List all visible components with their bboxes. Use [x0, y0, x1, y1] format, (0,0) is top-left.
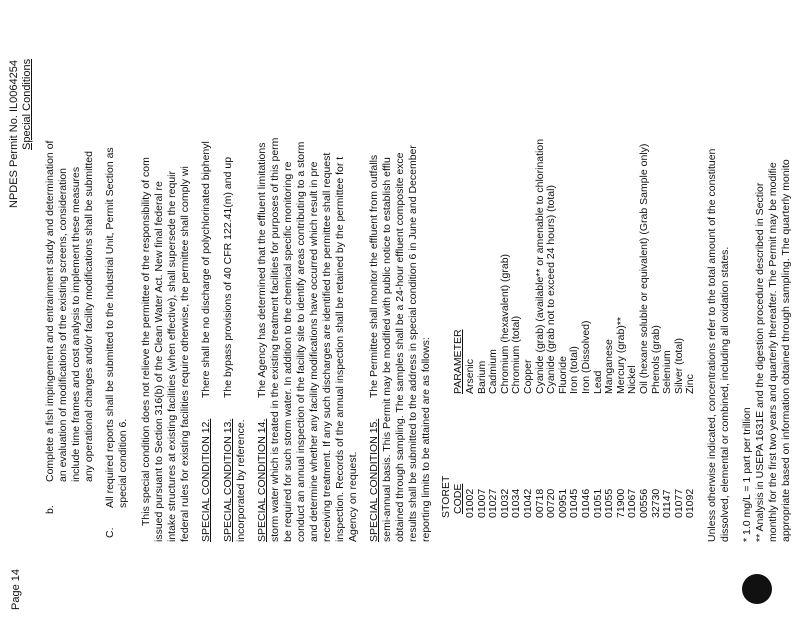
parameter-name: Nickel	[626, 365, 639, 394]
sc15-line: obtained through sampling. The samples shall be a 24-hour effluent composite exce	[394, 152, 406, 542]
item-c-marker: C.	[104, 527, 116, 538]
storet-code: 01034	[510, 488, 523, 518]
storet-code: 00720	[545, 488, 558, 518]
storet-code: 01147	[661, 489, 674, 518]
table-header-parameter: PARAMETER	[452, 329, 464, 394]
table-row	[523, 18, 535, 518]
parameter-table	[465, 18, 697, 518]
storet-code: 01051	[591, 488, 604, 518]
storet-code: 01032	[498, 488, 511, 518]
item-b-line: an evaluation of modifications of the existing screens, consideration	[57, 167, 69, 482]
sc14-line: receiving treatment. If any such discharges are identified the permittee shall request	[321, 152, 333, 542]
paragraph-line: issued pursuant to Section 316(b) of the Clean Water Act. New final federal re	[153, 181, 165, 542]
storet-code: 71900	[614, 488, 627, 518]
storet-code: 01055	[603, 488, 616, 518]
sc15-line: reporting limits to be attained are as follows:	[420, 337, 432, 542]
table-row	[651, 18, 663, 518]
parameter-name: Lead	[591, 370, 604, 394]
storet-code: 00718	[533, 488, 546, 518]
sc14-line: inspection. Records of the annual inspection shall be retained by the permittee for t	[334, 156, 346, 542]
table-row	[465, 18, 477, 518]
note-line: * 1.0 mg/L = 1 part per trillion	[741, 407, 753, 542]
special-condition-13-title: SPECIAL CONDITION 13.	[222, 418, 234, 542]
item-c-line: All required reports shall be submitted to the Industrial Unit, Permit Section as	[104, 147, 116, 508]
note-line: dissolved, elemental or combined, including all oxidation states.	[719, 246, 731, 542]
storet-code: 01002	[464, 488, 476, 518]
paragraph-line: This special condition does not relieve the permittee of the responsibility of com	[140, 157, 152, 526]
table-row	[558, 18, 570, 518]
note-line: ** Analysis in USEPA 1631E and the digestion procedure described in Sectior	[754, 182, 766, 542]
parameter-name: Chromium (hexavalent) (grab)	[498, 253, 511, 394]
storet-code: 00556	[637, 488, 650, 518]
special-condition-12-title: SPECIAL CONDITION 12.	[200, 418, 212, 542]
table-row	[581, 18, 593, 518]
special-condition-14-title: SPECIAL CONDITION 14.	[256, 418, 268, 542]
storet-code: 01092	[684, 488, 697, 518]
paragraph-line: federal rules for existing facilities require otherwise, the permittee shall comply wi	[179, 166, 191, 542]
table-row	[511, 18, 523, 518]
storet-code: 01077	[672, 488, 685, 518]
storet-code: 01067	[626, 488, 639, 518]
table-row	[685, 18, 697, 518]
parameter-name: Cadmium	[487, 349, 500, 394]
storet-code: 01007	[475, 488, 488, 518]
table-row	[639, 18, 651, 518]
storet-code: 00951	[556, 488, 569, 518]
sc14-line: storm water which is treated in the existing treatment facilities for purposes of this perm	[269, 137, 281, 542]
table-row	[674, 18, 686, 518]
table-row	[546, 18, 558, 518]
parameter-name: Chromium (total)	[510, 315, 523, 394]
sc14-line: and determine whether any facility modifications have occurred which result in pre	[308, 161, 320, 542]
parameter-name: Silver (total)	[672, 337, 685, 394]
parameter-name: Selenium	[661, 350, 674, 394]
item-b-line: Complete a fish impingement and entrainment study and determination of	[44, 140, 56, 482]
storet-code: 01046	[579, 488, 592, 518]
sc15-line: semi-annual basis. This Permit may be modified with public notice to establish efflu	[381, 157, 393, 542]
sc14-line: be required for such storm water. In addition to the chemical specific monitoring re	[282, 161, 294, 542]
parameter-name: Copper	[521, 359, 534, 394]
table-row	[569, 18, 581, 518]
storet-code: 01042	[521, 488, 534, 518]
storet-code: 32730	[649, 488, 662, 518]
item-b-marker: b.	[44, 505, 56, 514]
table-header-code: CODE	[452, 483, 464, 514]
sc15-line: The Permittee shall monitor the effluent from outfalls	[368, 154, 380, 398]
parameter-name: Iron (Dissolved)	[579, 320, 592, 394]
note-line: monthly for the first two years and quarterly thereafter. The Permit may be modifie	[767, 162, 779, 542]
item-b-line: include time frames and cost analysis to implement these measures	[70, 166, 82, 482]
section-title: Special Conditions	[21, 58, 33, 150]
storet-code: 01045	[568, 488, 581, 518]
table-row	[500, 18, 512, 518]
note-line: Unless otherwise indicated, concentrations refer to the total amount of the constituen	[706, 148, 718, 542]
parameter-name: Mercury (grab)**	[614, 316, 627, 394]
special-condition-15-title: SPECIAL CONDITION 15.	[368, 418, 380, 542]
parameter-name: Oil (hexane soluble or equivalent) (Grab Sample only)	[637, 143, 650, 394]
item-b-line: any operational changes and/or facility modifications shall be submitted	[83, 151, 95, 482]
table-row	[616, 18, 628, 518]
table-row	[662, 18, 674, 518]
parameter-name: Iron (total)	[568, 346, 581, 394]
parameter-name: Cyanide (grab not to exceed 24 hours) (total)	[545, 185, 558, 394]
storet-code: 01027	[487, 488, 500, 518]
special-condition-13-text2: incorporated by reference.	[235, 419, 247, 542]
parameter-name: Manganese	[603, 339, 616, 394]
table-header-storet: STORET	[440, 475, 452, 518]
sc14-line: The Agency has determined that the effluent limitations	[256, 142, 268, 398]
table-row	[477, 18, 489, 518]
table-row	[593, 18, 605, 518]
parameter-name: Cyanide (grab) (available** or amenable to chlorination	[533, 138, 546, 394]
special-condition-13-text: The bypass provisions of 40 CFR 122.41(m) and up	[222, 156, 234, 398]
sc14-line: Agency on request.	[347, 451, 359, 542]
table-row	[604, 18, 616, 518]
parameter-name: Barium	[475, 360, 488, 394]
special-condition-12-text: There shall be no discharge of polychlorinated biphenyl	[200, 141, 212, 398]
sc15-line: results shall be submitted to the address in special condition 6 in June and December	[407, 145, 419, 542]
parameter-name: Phenols (grab)	[649, 325, 662, 394]
permit-number: NPDES Permit No. IL0064254	[8, 60, 20, 208]
parameter-name: Zinc	[684, 374, 697, 394]
sc14-line: conduct an annual inspection of the facility site to identify areas contributing to a storm	[295, 141, 307, 542]
punch-hole-mark	[742, 574, 772, 604]
parameter-name: Arsenic	[464, 358, 476, 394]
note-line: appropriate based on information obtained through sampling. The quarterly monito	[780, 159, 792, 542]
parameter-name: Fluoride	[556, 356, 569, 394]
item-c-line: special condition 6.	[117, 418, 129, 508]
page-number: Page 14	[10, 569, 22, 610]
paragraph-line: intake structures at existing facilities (when effective), shall supersede the requir	[166, 171, 178, 542]
